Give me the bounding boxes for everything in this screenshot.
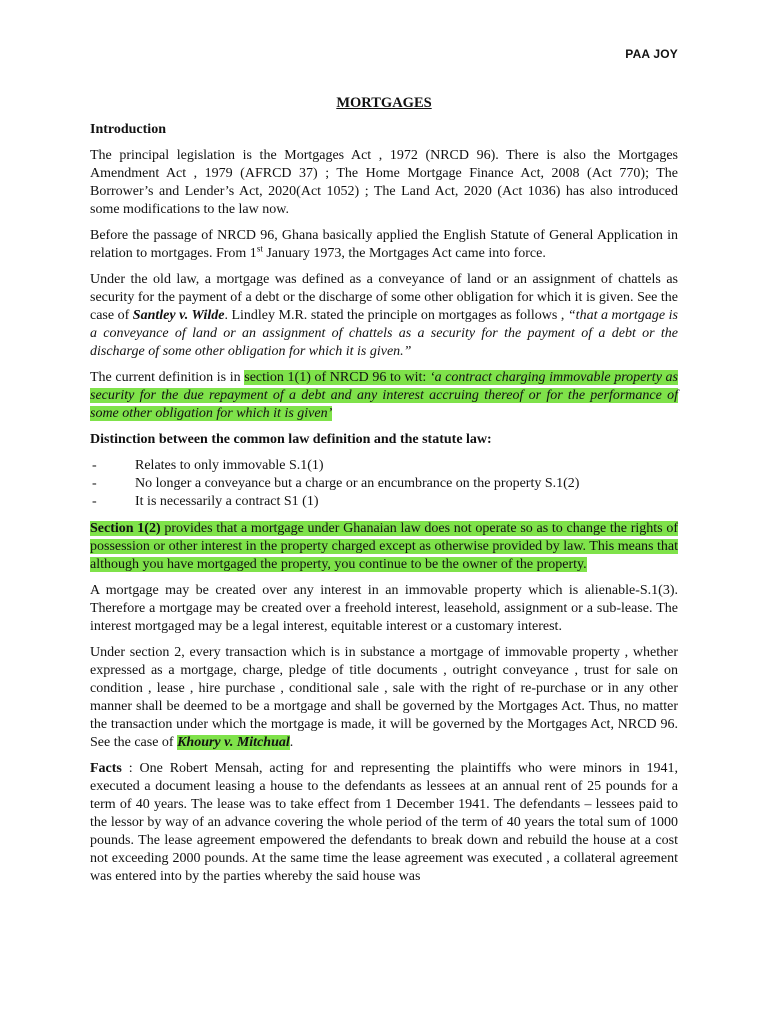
header-author: PAA JOY [625,47,678,61]
intro-p3-text: Under the old law, a mortgage was defined as a conveyance of land or an assignment of chattels as security for the payment of a debt or the discharge of some other obligation for which it is given. See the case of [90,272,678,323]
section-2-end: . [289,735,294,750]
distinction-heading: Distinction between the common law definition and the statute law: [90,432,492,447]
distinction-list [90,457,678,511]
intro-p2-superscript: st [256,243,263,254]
alienable-paragraph: A mortgage may be created over any interest in an immovable property which is alienable-S.1(3). Therefore a mortgage may be created over a freehold interest, leasehold, assignment or a sub-lease. The interest mortgaged may be a legal interest, equitable interest or a customary interest. [90,583,678,634]
section-1-2-text: provides that a mortgage under Ghanaian law does not operate so as to change the rights of possession or other interest in the property charged except as otherwise provided by law. This means that although you have mortgaged the property, you continue to be the owner of the property. [90,521,678,572]
document-body [90,94,678,894]
list-item: - Relates to only immovable S.1(1) [90,457,678,475]
case-khoury-v-mitchual: Khoury v. Mitchual [177,735,290,750]
intro-paragraph-4 [90,369,678,423]
highlight-section-1-2 [90,521,678,572]
intro-p2-text-end: January 1973, the Mortgages Act came into force. [262,246,546,261]
highlight-definition-quote: ‘a contract charging immovable property as security for the due repayment of a debt and any interest accruing thereof or for the performance of some other obligation for which it is given’ [90,370,678,421]
intro-p4-text: The current definition is in [90,370,245,385]
case-santley-v-wilde: Santley v. Wilde [132,308,225,323]
section-1-2-paragraph [90,520,678,574]
facts-label: Facts [90,761,122,776]
page-title: MORTGAGES [336,95,432,111]
intro-p2-text: Before the passage of NRCD 96, Ghana basically applied the English Statute of General Application in relation to mortgages. From 1 [90,228,678,261]
intro-paragraph-3 [90,271,678,361]
intro-paragraph-1: The principal legislation is the Mortgages Act , 1972 (NRCD 96). There is also the Mortgages Amendment Act , 1979 (AFRCD 37) ; The Home Mortgage Finance Act, 2008 (Act 770); The Borrower’s and Lender’s Act, 2020(Act 1052) ; The Land Act, 2020 (Act 1036) has also introduced some modifications to the law now. [90,148,678,217]
facts-paragraph [90,760,678,886]
facts-text: : One Robert Mensah, acting for and representing the plaintiffs who were minors in 1941, executed a document leasing a house to the defendants as lessees at an annual rent of 25 pounds for a term of 40 years. The lease was to take effect from 1 December 1941. The defendants – lessees paid to the lessor by way of an advance covering the whole period of the term of 40 years the total sum of 1000 pounds. The lease agreement empowered the defendants to break down and rebuild the house at a cost not exceeding 2000 pounds. At the same time the lease agreement was executed , a collateral agreement was entered into by the parties whereby the said house was [90,761,678,884]
section-1-2-label: Section 1(2) [90,521,161,536]
intro-paragraph-2 [90,227,678,263]
intro-p3-text-mid: . Lindley M.R. stated the principle on mortgages as follows , [224,308,568,323]
intro-heading: Introduction [90,122,166,137]
list-item: - No longer a conveyance but a charge or an encumbrance on the property S.1(2) [90,475,678,493]
lindley-quote: “that a mortgage is a conveyance of land or an assignment of chattels as a security for the payment of a debt or the discharge of some other obligation for which it is given.” [90,308,678,359]
highlight-section-1-1: section 1(1) of NRCD 96 to wit: [244,370,430,385]
section-2-paragraph [90,644,678,752]
section-2-text: Under section 2, every transaction which is in substance a mortgage of immovable property , whether expressed as a mortgage, charge, pledge of title documents , outright conveyance , trust for sale on condition , lease , hire purchase , conditional sale , sale with the right of re-purchase or in any other manner shall be deemed to be a mortgage and shall be governed by the Mortgages Act. Thus, no matter the transaction under which the mortgage is made, it will be governed by the Mortgages Act, NRCD 96. See the case of [90,645,678,750]
list-item: - It is necessarily a contract S1 (1) [90,493,678,511]
